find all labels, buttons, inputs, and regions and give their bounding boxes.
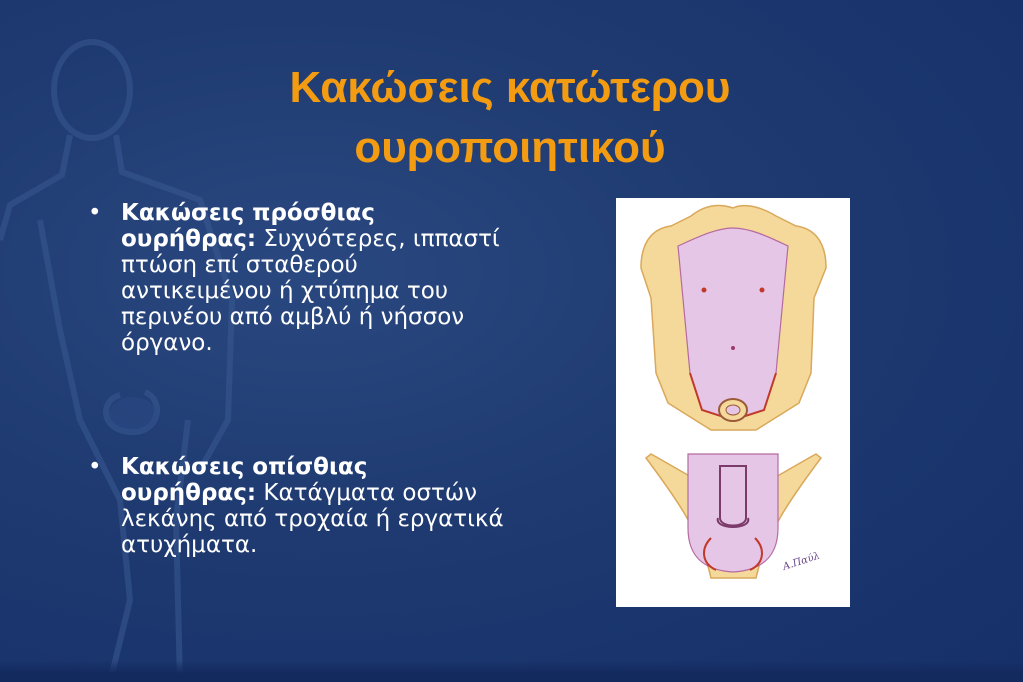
bullet-heading: Κακώσεις οπίσθιας ουρήθρας:	[121, 454, 368, 506]
slide-title-line-2: ουροποιητικού	[354, 123, 666, 172]
torso-drawing	[641, 206, 826, 430]
bullet-item-anterior-urethra	[88, 200, 508, 356]
bullet-marker: •	[88, 200, 102, 226]
anatomical-illustration-drawing	[616, 198, 850, 607]
slide-title-line-1: Κακώσεις κατώτερου	[289, 63, 731, 112]
bullet-list	[88, 200, 508, 558]
bullet-text: Συχνότερες, ιππαστί πτώση επί σταθερού αντικειμένου ή χτύπημα του περινέου από αμβλύ ή νήσσον όργανο.	[121, 226, 500, 356]
bullet-text: Κατάγματα οστών λεκάνης από τροχαία ή εργατικά ατυχήματα.	[121, 480, 504, 558]
anatomical-illustration	[616, 198, 850, 607]
illustration-signature: Α.Παύλ	[781, 550, 822, 573]
bullet-item-posterior-urethra	[88, 454, 508, 558]
bullet-heading: Κακώσεις πρόσθιας ουρήθρας:	[121, 200, 375, 252]
slide-title	[170, 58, 850, 178]
bullet-marker: •	[88, 454, 102, 480]
bottom-decorative-band	[0, 660, 1023, 682]
